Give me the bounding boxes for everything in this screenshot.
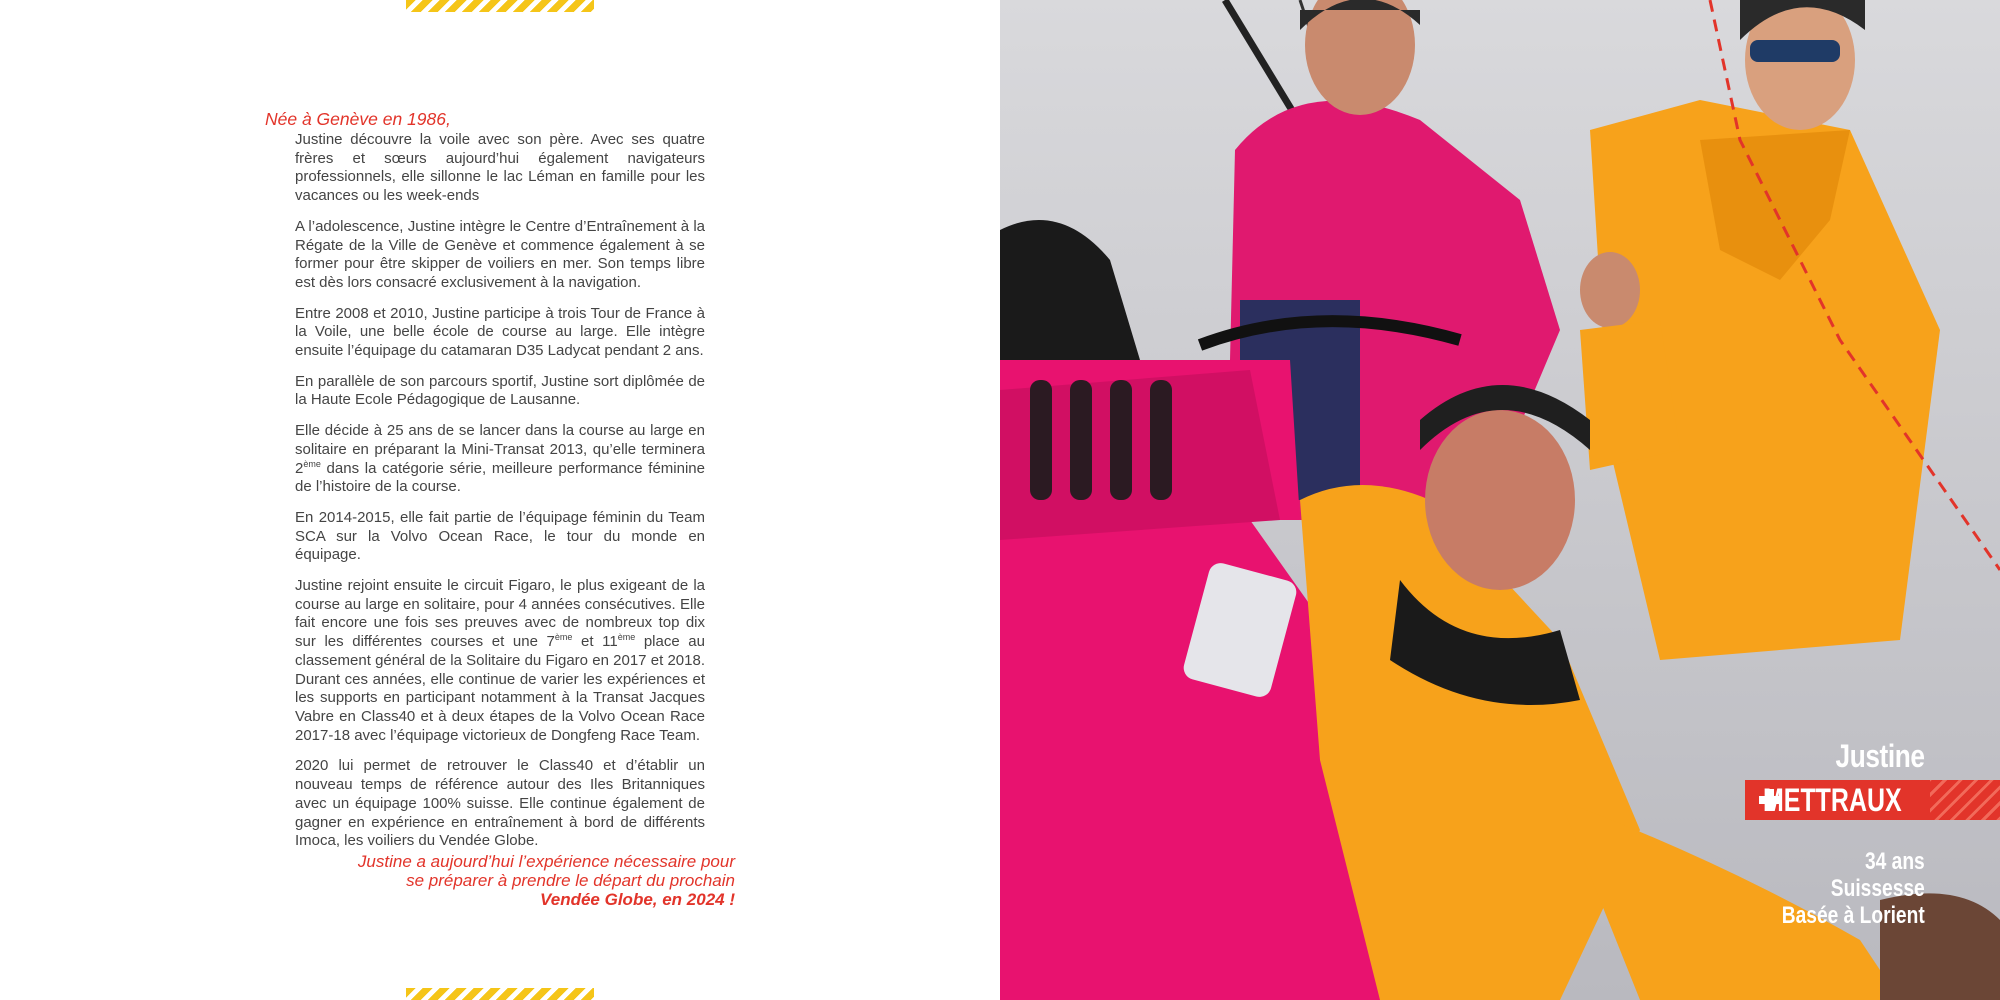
superscript: ème [617,632,636,643]
superscript: ème [303,458,321,469]
velcro-strip [1110,380,1132,500]
sailor-face [1305,0,1415,115]
superscript: ème [554,632,573,643]
bio-paragraph: A l’adolescence, Justine intègre le Centre d’Entraînement à la Régate de la Ville de Genève et commence également à se former pour être skipper de voiliers en mer. Son temps libre est dès lors consacré exclusivement à la navigation. [295,217,705,291]
velcro-strip [1030,380,1052,500]
home-base: Basée à Lorient [1782,902,1925,929]
bio-paragraph: 2020 lui permet de retrouver le Class40 et d’établir un nouveau temps de référence autour des Iles Britanniques avec un équipage 100% suisse. Elle continue également de gagner en expérience en entraînement à bord de différents Imoca, les voiliers du Vendée Globe. [295,757,705,850]
bio-text-run: et 11 [572,633,618,651]
closing-line-bold: Vendée Globe, en 2024 ! [540,890,735,909]
nationality: Suissesse [1831,875,1925,902]
last-name: METTRAUX [1763,781,1902,818]
bottom-hazard-stripe [406,988,594,1000]
profile-facts [1746,848,1925,929]
dark-gear [1000,220,1140,380]
closing-line: Justine a aujourd’hui l’expérience nécessaire pour [357,852,735,871]
top-hazard-stripe [406,0,594,12]
name-block [1816,738,1925,775]
sunglasses [1750,40,1840,62]
bio-closing [300,852,735,909]
bio-paragraph: Justine découvre la voile avec son père. Avec ses quatre frères et sœurs aujourd’hui également navigateurs professionnels, elle sillonne le lac Léman en famille pour les vacances ou les week-ends [295,131,705,205]
bio-paragraph: En parallèle de son parcours sportif, Justine sort diplômée de la Haute Ecole Pédagogique de Lausanne. [295,372,705,409]
bio-paragraph [295,422,705,497]
bio-text-run: Justine rejoint ensuite le circuit Figaro, le plus exigeant de la course au large en solitaire, pour 4 années consécutives. Elle fait encore une fois ses preuves avec de nombreux top dix sur les différentes courses et une 7 [295,577,705,651]
closing-line: se préparer à prendre le départ du prochain [406,871,735,890]
bio-paragraph [295,577,705,745]
sailor-face [1425,410,1575,590]
bio-paragraph: En 2014-2015, elle fait partie de l’équipage féminin du Team SCA sur la Volvo Ocean Race, le tour du monde en équipage. [295,508,705,564]
bio-intro: Née à Genève en 1986, [265,109,451,129]
sailor-face [1580,252,1640,328]
bio-text-run: place au classement général de la Solitaire du Figaro en 2017 et 2018. Durant ces années, elle continue de varier les expériences et les supports en participant notamment à la Transat Jacques Vabre en Class40 et à deux étapes de la Volvo Ocean Race 2017-18 avec l’équipage victorieux de Dongfeng Race Team. [295,633,705,744]
bio-text-run: dans la catégorie série, meilleure performance féminine de l’histoire de la course. [295,459,705,496]
velcro-strip [1070,380,1092,500]
velcro-strip [1150,380,1172,500]
bio-text [295,131,705,851]
age: 34 ans [1865,848,1925,875]
bio-text-run: Elle décide à 25 ans de se lancer dans la course au large en solitaire en préparant la Mini-Transat 2013, qu’elle terminera 2 [295,422,705,477]
bio-paragraph: Entre 2008 et 2010, Justine participe à trois Tour de France à la Voile, une belle école de course au large. Elle intègre ensuite l’équipage du catamaran D35 Ladycat pendant 2 ans. [295,304,705,360]
first-name: Justine [1836,738,1925,774]
name-banner [1745,780,1930,820]
